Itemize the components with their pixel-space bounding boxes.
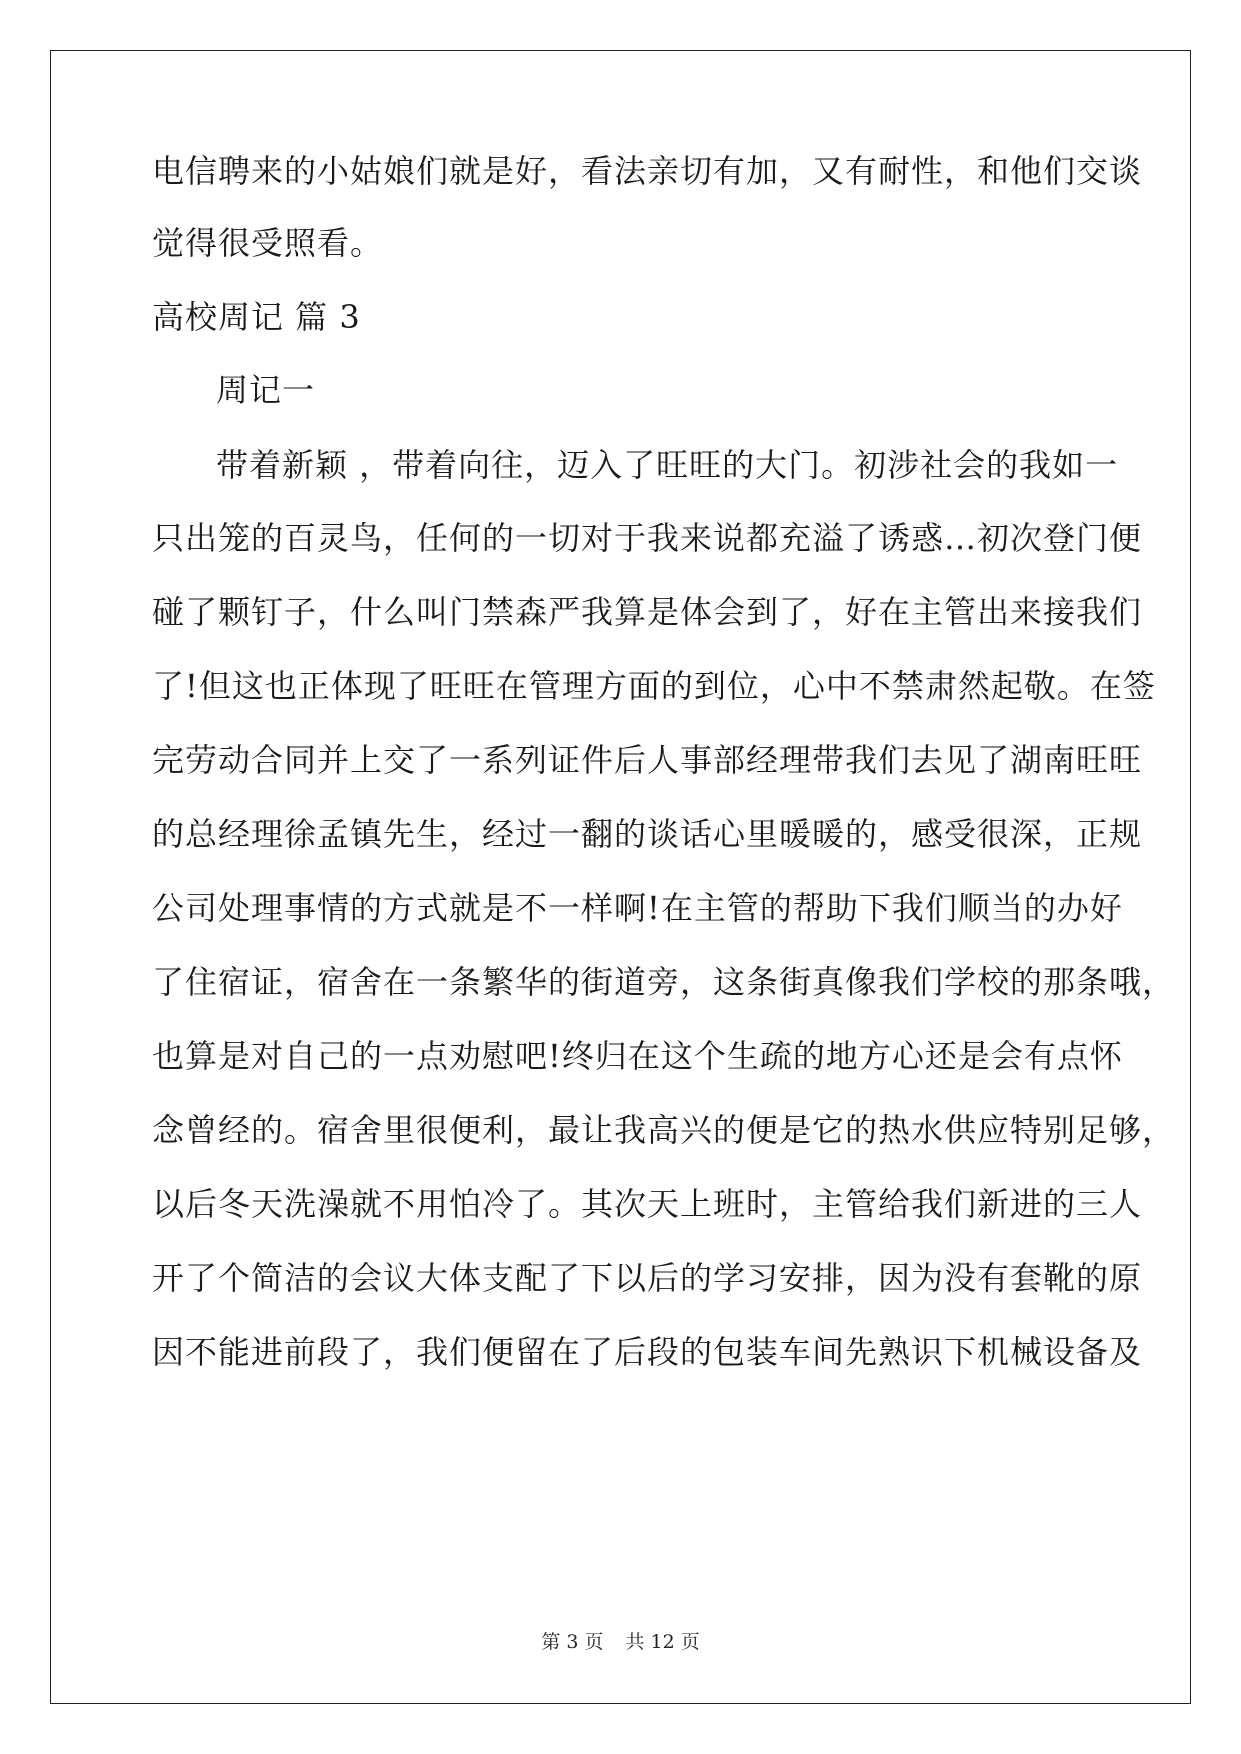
body-text-line: 只出笼的百灵鸟，任何的一切对于我来说都充溢了诱惑…初次登门便 [152, 519, 1143, 557]
body-text-line: 的总经理徐孟镇先生，经过一翻的谈话心里暖暖的，感受很深，正规 [152, 815, 1143, 853]
subsection-heading: 周记一 [216, 371, 316, 409]
page-footer [0, 1630, 1241, 1654]
body-text-line: 也算是对自己的一点劝慰吧!终归在这个生疏的地方心还是会有点怀 [152, 1037, 1123, 1075]
body-text-line: 碰了颗钉子，什么叫门禁森严我算是体会到了，好在主管出来接我们 [152, 593, 1143, 631]
page-number-total: 共 12 页 [625, 1631, 700, 1653]
body-text-line: 了!但这也正体现了旺旺在管理方面的到位，心中不禁肃然起敬。在签 [152, 667, 1156, 705]
body-text-line: 因不能进前段了，我们便留在了后段的包装车间先熟识下机械设备及 [152, 1333, 1143, 1371]
section-heading: 高校周记 篇 3 [152, 298, 361, 336]
body-text-line: 电信聘来的小姑娘们就是好，看法亲切有加，又有耐性，和他们交谈 [152, 152, 1143, 190]
page-number-current: 第 3 页 [541, 1631, 604, 1653]
body-text-line: 了住宿证，宿舍在一条繁华的街道旁，这条街真像我们学校的那条哦， [152, 963, 1176, 1001]
body-text-line: 觉得很受照看。 [152, 224, 384, 262]
body-text-line: 开了个简洁的会议大体支配了下以后的学习安排，因为没有套靴的原 [152, 1259, 1143, 1297]
body-text-line: 公司处理事情的方式就是不一样啊!在主管的帮助下我们顺当的办好 [152, 889, 1123, 927]
body-text-line: 念曾经的。宿舍里很便利，最让我高兴的便是它的热水供应特别足够， [152, 1111, 1176, 1149]
body-text-line: 以后冬天洗澡就不用怕冷了。其次天上班时，主管给我们新进的三人 [152, 1185, 1143, 1223]
body-text-line: 带着新颖 ，带着向往，迈入了旺旺的大门。初涉社会的我如一 [216, 446, 1119, 484]
body-text-line: 完劳动合同并上交了一系列证件后人事部经理带我们去见了湖南旺旺 [152, 741, 1143, 779]
